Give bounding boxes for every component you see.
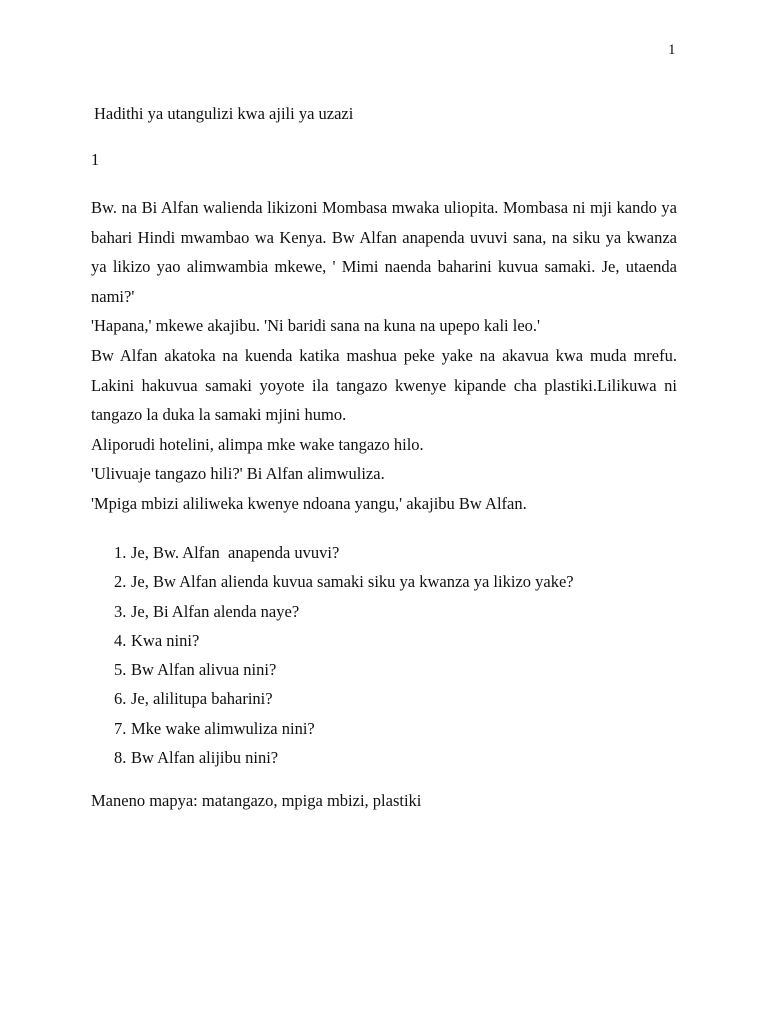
question-text: Je, Bi Alfan alenda naye? — [131, 601, 300, 621]
question-item — [0, 538, 574, 567]
question-number: 8. — [114, 748, 127, 768]
question-text: Bw Alfan alijibu nini? — [131, 748, 279, 768]
question-item — [0, 597, 574, 626]
question-text: Bw Alfan alivua nini? — [131, 660, 277, 680]
page-number: 1 — [668, 42, 676, 58]
question-text: Je, Bw. Alfan anapenda uvuvi? — [131, 543, 340, 562]
question-number: 4. — [114, 630, 127, 650]
question-number: 3. — [114, 601, 127, 621]
question-number: 2. — [114, 572, 127, 592]
section-number: 1 — [91, 150, 100, 169]
question-text: Kwa nini? — [131, 630, 200, 650]
question-item — [0, 684, 574, 713]
question-number: 7. — [114, 718, 127, 738]
question-list — [0, 538, 574, 772]
question-number: 6. — [114, 689, 127, 709]
question-item — [0, 567, 574, 596]
question-text: Je, Bw Alfan alienda kuvua samaki siku ya kwanza ya likizo yake? — [131, 572, 574, 592]
story-paragraph-fishing: Bw Alfan akatoka na kuenda katika mashua peke yake na akavua kwa muda mrefu. Lakini hakuvua samaki yoyote ila tangazo kwenye kipande cha plastiki.Lilikuwa ni tangazo la duka la samaki mjini humo. — [91, 345, 677, 425]
story-paragraph-intro: Bw. na Bi Alfan walienda likizoni Mombasa mwaka uliopita. Mombasa ni mji kando ya bahari Hindi mwambao wa Kenya. Bw Alfan anapenda uvuvi sana, na siku ya kwanza ya likizo yao alimwambia mkewe, ' Mimi naenda baharini kuvua samaki. Je, utaenda nami?' — [91, 198, 677, 306]
question-item — [0, 655, 574, 684]
question-text: Je, alilitupa baharini? — [131, 689, 273, 709]
question-text: Mke wake alimwuliza nini? — [131, 718, 315, 738]
new-words — [91, 791, 421, 811]
story-line-return: Aliporudi hotelini, alimpa mke wake tangazo hilo. — [91, 434, 424, 454]
question-item — [0, 743, 574, 772]
new-words-text: Maneno mapya: matangazo, mpiga mbizi, plastiki — [91, 791, 422, 810]
question-number: 5. — [114, 660, 127, 680]
question-item — [0, 714, 574, 743]
question-item — [0, 626, 574, 655]
story-line-reply: 'Hapana,' mkewe akajibu. 'Ni baridi sana na kuna na upepo kali leo.' — [91, 316, 540, 336]
story-line-answer: 'Mpiga mbizi aliliweka kwenye ndoana yangu,' akajibu Bw Alfan. — [91, 493, 527, 513]
document-title: Hadithi ya utangulizi kwa ajili ya uzazi — [94, 104, 354, 123]
story-text — [91, 193, 677, 519]
story-line-question: 'Ulivuaje tangazo hili?' Bi Alfan alimwuliza. — [91, 464, 385, 484]
question-number: 1. — [114, 543, 127, 562]
